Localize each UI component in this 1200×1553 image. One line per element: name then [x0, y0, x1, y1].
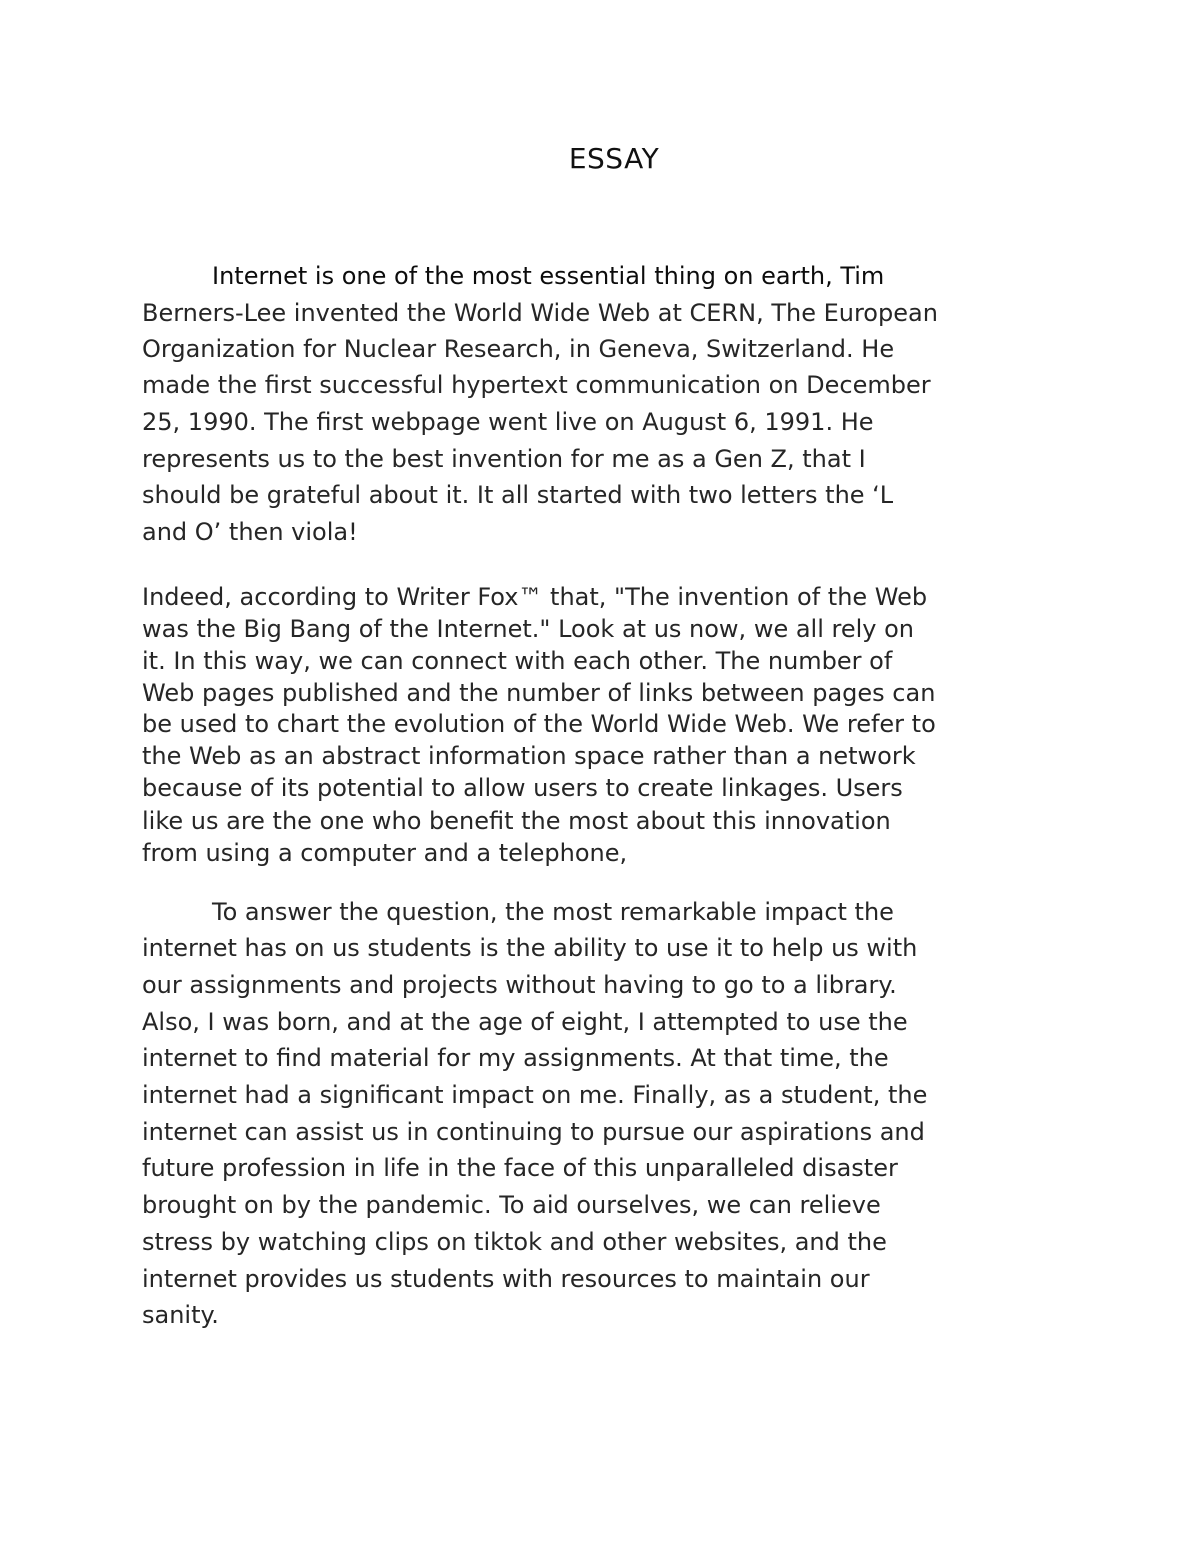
paragraph-2-line-2: was the Big Bang of the Internet." Look at us now, we all rely on — [142, 615, 915, 643]
paragraph-1-line-6: represents us to the best invention for me as a Gen Z, that I — [142, 445, 866, 473]
paragraph-1-line-4: made the first successful hypertext communication on December — [142, 371, 931, 399]
paragraph-3-line-6: internet had a significant impact on me. Finally, as a student, the — [142, 1081, 928, 1109]
paragraph-1-line-3: Organization for Nuclear Research, in Geneva, Switzerland. He — [142, 335, 895, 363]
paragraph-1-line-1: Internet is one of the most essential thing on earth, Tim — [212, 262, 885, 290]
paragraph-3-line-9: brought on by the pandemic. To aid ourselves, we can relieve — [142, 1191, 881, 1219]
paragraph-2-line-7: because of its potential to allow users to create linkages. Users — [142, 774, 903, 802]
paragraph-3-line-2: internet has on us students is the ability to use it to help us with — [142, 934, 918, 962]
paragraph-2-line-3: it. In this way, we can connect with each other. The number of — [142, 647, 893, 675]
paragraph-2-line-4: Web pages published and the number of links between pages can — [142, 679, 936, 707]
paragraph-3-line-3: our assignments and projects without having to go to a library. — [142, 971, 897, 999]
paragraph-3-line-7: internet can assist us in continuing to pursue our aspirations and — [142, 1118, 925, 1146]
paragraph-2-line-5: be used to chart the evolution of the World Wide Web. We refer to — [142, 710, 936, 738]
paragraph-3-line-12: sanity. — [142, 1301, 219, 1329]
paragraph-2-line-9: from using a computer and a telephone, — [142, 839, 628, 867]
paragraph-3-line-11: internet provides us students with resources to maintain our — [142, 1265, 870, 1293]
paragraph-1-line-7: should be grateful about it. It all started with two letters the ‘L — [142, 481, 894, 509]
paragraph-2-line-6: the Web as an abstract information space rather than a network — [142, 742, 916, 770]
paragraph-3-line-10: stress by watching clips on tiktok and other websites, and the — [142, 1228, 887, 1256]
paragraph-3-line-4: Also, I was born, and at the age of eight, I attempted to use the — [142, 1008, 908, 1036]
paragraph-1-line-5: 25, 1990. The first webpage went live on August 6, 1991. He — [142, 408, 874, 436]
paragraph-3-line-8: future profession in life in the face of this unparalleled disaster — [142, 1154, 898, 1182]
paragraph-3-line-5: internet to find material for my assignments. At that time, the — [142, 1044, 889, 1072]
document-title: ESSAY — [568, 142, 660, 175]
paragraph-1-line-2: Berners-Lee invented the World Wide Web at CERN, The European — [142, 299, 938, 327]
paragraph-3-line-1: To answer the question, the most remarkable impact the — [212, 898, 894, 926]
paragraph-1-line-8: and O’ then viola! — [142, 518, 358, 546]
paragraph-2-line-1: Indeed, according to Writer Fox™ that, "The invention of the Web — [142, 583, 928, 611]
paragraph-2-line-8: like us are the one who benefit the most about this innovation — [142, 807, 891, 835]
